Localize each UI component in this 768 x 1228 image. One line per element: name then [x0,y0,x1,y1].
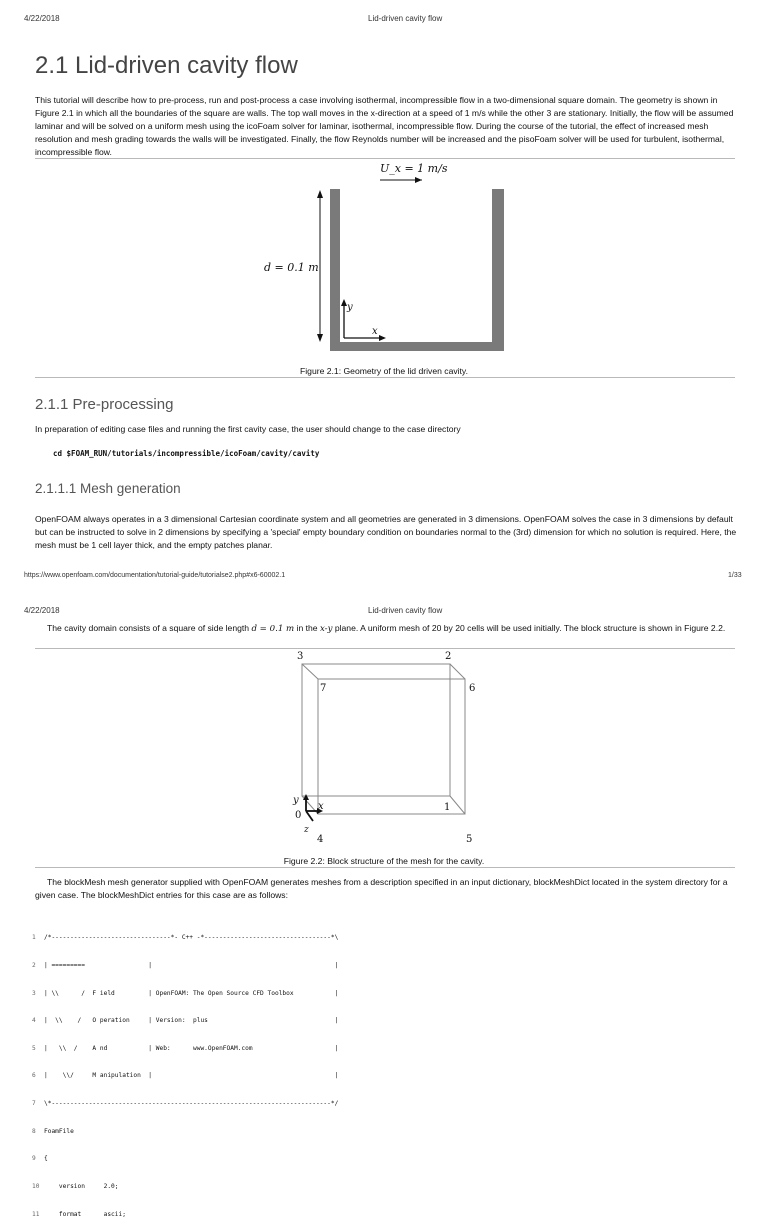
divider [35,377,735,378]
header-title: Lid-driven cavity flow [368,14,443,23]
page-title: 2.1 Lid-driven cavity flow [35,52,298,79]
code-text: version 2.0; [44,1182,119,1190]
edge-3-7 [302,664,318,679]
y-axis-label: y [347,302,353,313]
x-axis-label: x [318,801,324,812]
line-number: 8 [32,1127,36,1135]
header-date: 4/22/2018 [24,14,60,23]
code-text: FoamFile [44,1127,74,1135]
blockmesh-paragraph [35,876,740,902]
vertex-label: 2 [445,651,452,662]
cavity-geometry-figure [250,158,520,356]
code-line [32,1127,338,1136]
domain-paragraph-text: in the [296,623,318,633]
edge-2-6 [450,664,465,679]
code-text: | \\ / A nd | Web: www.OpenFOAM.com | [44,1044,339,1052]
lid-arrowhead [415,177,422,183]
vertex-label: 0 [295,810,302,821]
z-axis-label: z [304,825,309,835]
y-axis-arrowhead [303,794,309,800]
side-length-math: d = 0.1 m [251,624,295,634]
section-heading: 2.1.1 Pre-processing [35,396,174,413]
line-number: 3 [32,989,36,997]
code-line [32,1071,338,1080]
edge-1-5 [450,796,465,814]
line-number: 6 [32,1072,36,1080]
line-number: 2 [32,962,36,970]
code-text: /*--------------------------------*- C++ -*----------------------------------*\ [44,934,339,942]
code-line [32,989,338,998]
code-listing [32,915,338,1228]
subsection-heading: 2.1.1.1 Mesh generation [35,481,181,496]
vertex-label: 3 [297,651,304,662]
mesh-paragraph: OpenFOAM always operates in a 3 dimensional Cartesian coordinate system and all geometries are generated in 3 dimensions. OpenFOAM solves the case in 3 dimensions by default but can be instructed to solve in 2 dimensions by specifying a 'special' empty boundary condition on boundaries normal to the (3rd) dimension for which no solution is required. Here, the mesh must be 1 cell layer thick, and the empty patches planar. [35,514,737,550]
preprocessing-paragraph: In preparation of editing case files and running the first cavity case, the user should change to the case directory [35,424,461,434]
domain-paragraph-text: The cavity domain consists of a square of side length [47,623,250,633]
dimension-arrow-top [317,190,323,198]
x-axis-label: x [372,326,378,337]
code-line [32,1044,338,1053]
blockmesh-paragraph-text: The blockMesh mesh generator supplied with OpenFOAM generates meshes from a description specified in an input dictionary, blockMeshDict located in the system directory for a given case. The blockMeshDict entries for this case are as follows: [35,877,728,900]
z-axis-line [306,811,313,821]
command-line: cd $FOAM_RUN/tutorials/incompressible/icoFoam/cavity/cavity [53,449,320,458]
code-line [32,1016,338,1025]
intro-paragraph: This tutorial will describe how to pre-process, run and post-process a case involving isothermal, incompressible flow in a two-dimensional square domain. The geometry is shown in Figure 2.1 in which all the boundaries of the square are walls. The top wall moves in the x-direction at a speed of 1 m/s while the other 3 are stationary. Initially, the flow will be assumed laminar and will be solved on a uniform mesh using the icoFoam solver for laminar, isothermal, incompressible flow. During the course of the tutorial, the effect of increased mesh resolution and mesh grading towards the walls will be investigated. Finally, the flow Reynolds number will be increased and the pisoFoam solver will be used for turbulent, isothermal, incompressible flow. [35,95,734,157]
domain-paragraph [35,622,740,636]
footer-url[interactable]: https://www.openfoam.com/documentation/tutorial-guide/tutorialse2.php#x6-60002.1 [24,572,286,579]
code-text: | \\ / O peration | Version: plus | [44,1017,339,1025]
code-text: \*---------------------------------------------------------------------------*/ [44,1100,339,1108]
domain-paragraph-text: plane. A uniform mesh of 20 by 20 cells will be used initially. The block structure is shown in Figure 2.2. [334,623,726,633]
header-title: Lid-driven cavity flow [368,606,443,615]
vertex-label: 4 [317,834,324,845]
figure-caption: Figure 2.1: Geometry of the lid driven cavity. [300,366,468,376]
page-number: 1/33 [728,572,742,579]
vertex-label: 7 [320,683,327,694]
code-line [32,1154,338,1163]
line-number: 7 [32,1100,36,1108]
code-line [32,1210,338,1219]
line-number: 9 [32,1155,36,1163]
code-text: format ascii; [44,1210,126,1218]
line-number: 4 [32,1017,36,1025]
dimension-arrow-bottom [317,334,323,342]
front-face [318,679,465,814]
divider [35,867,735,868]
plane-math: x-y [319,624,333,634]
block-structure-figure [280,648,490,848]
vertex-label: 1 [444,802,451,813]
code-line [32,1182,338,1191]
header-date: 4/22/2018 [24,606,60,615]
y-axis-label: y [293,795,299,806]
code-text: { [44,1155,48,1163]
lid-velocity-label: U_x = 1 m/s [380,162,448,175]
line-number: 11 [32,1210,40,1218]
code-text: | ========= | | [44,962,339,970]
code-line [32,961,338,970]
code-text: | \\/ M anipulation | | [44,1072,339,1080]
figure-caption: Figure 2.2: Block structure of the mesh for the cavity. [283,856,485,866]
vertex-label: 5 [466,834,473,845]
line-number: 1 [32,934,36,942]
code-line [32,933,338,942]
vertex-label: 6 [469,683,476,694]
line-number: 5 [32,1044,36,1052]
line-number: 10 [32,1182,40,1190]
code-text: | \\ / F ield | OpenFOAM: The Open Source CFD Toolbox | [44,989,339,997]
depth-label: d = 0.1 m [264,261,319,274]
cavity-domain [340,189,492,342]
code-line [32,1099,338,1108]
